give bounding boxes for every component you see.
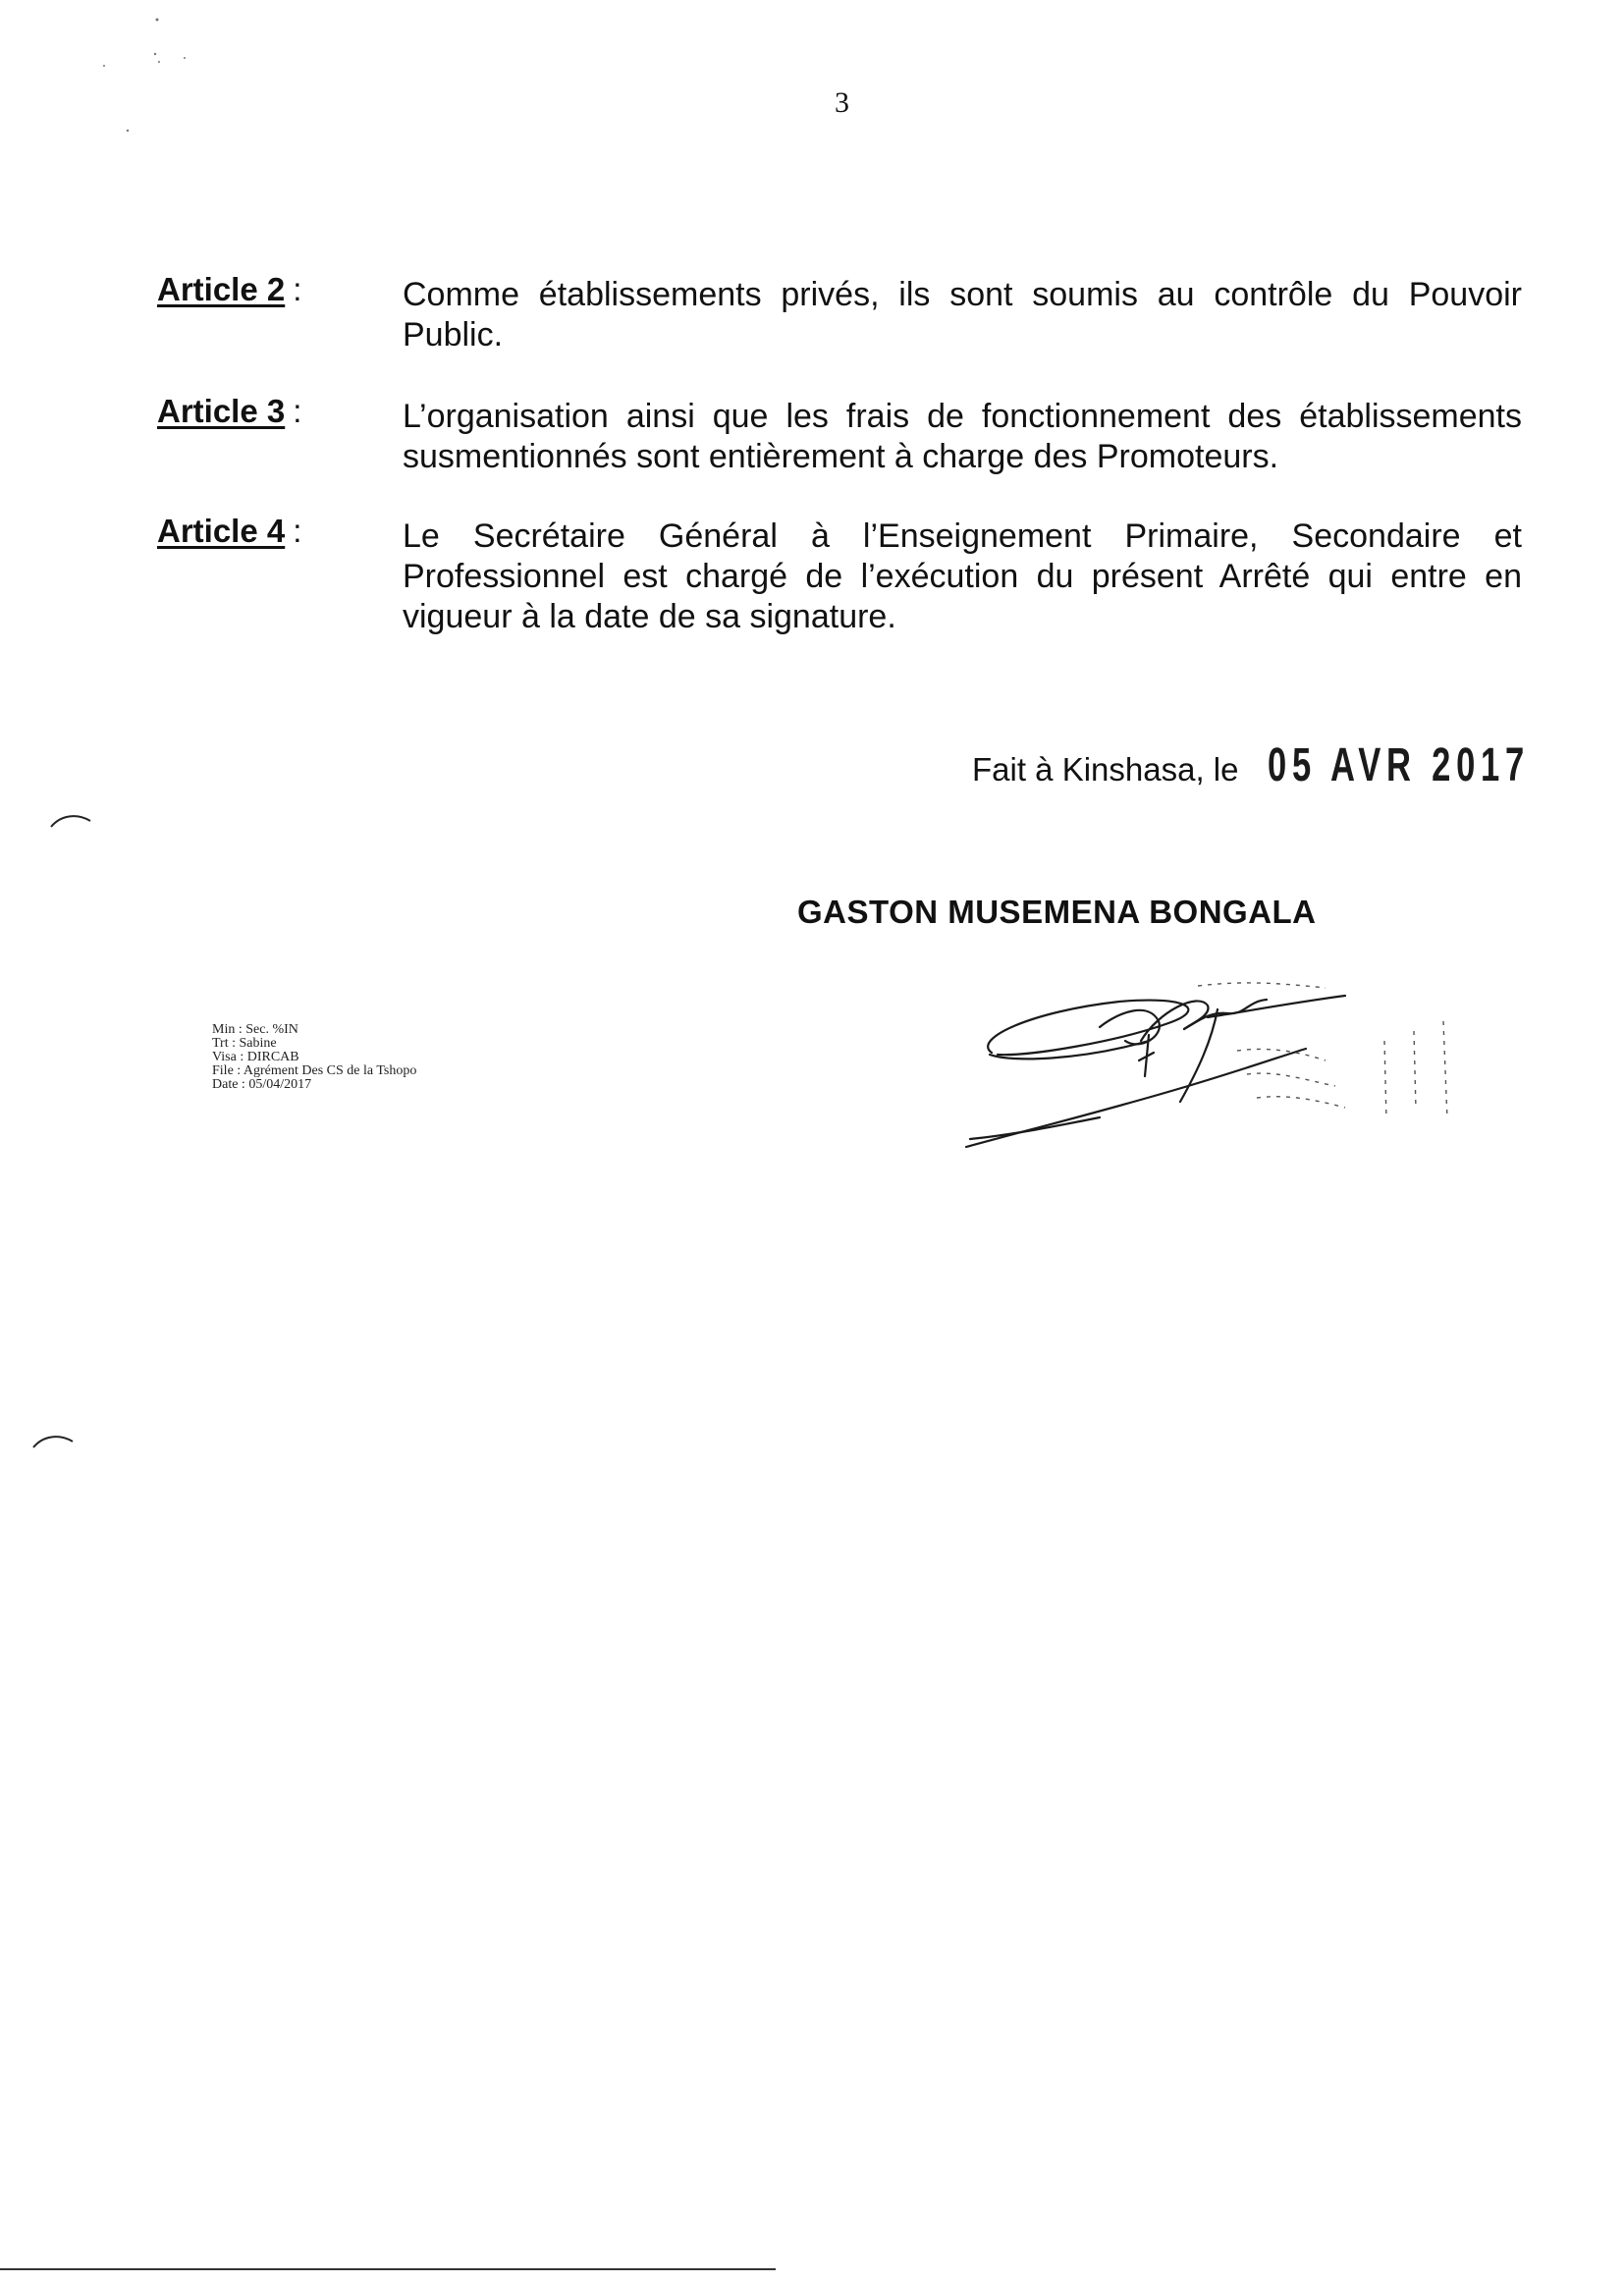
closing-place-text: Fait à Kinshasa, le [972,751,1239,788]
signatory-name: GASTON MUSEMENA BONGALA [797,894,1317,930]
article-3-text: L’organisation ainsi que les frais de fonctionnement des établissements susmentionnés sont entièrement à charge des Promoteurs. [403,398,1522,475]
closing-date-line [972,738,1624,792]
article-2-title: Article 2 [157,271,286,307]
article-2-text: Comme établissements privés, ils sont soumis au contrôle du Pouvoir Public. [403,276,1522,353]
date-stamp: 05 AVR 2017 [1267,739,1530,791]
hole-punch-mark-lower [29,1426,79,1455]
reference-line: Visa : DIRCAB [212,1050,299,1064]
article-3-colon: : [293,393,302,429]
article-4-colon: : [293,513,302,549]
reference-line: Date : 05/04/2017 [212,1077,312,1092]
article-3-title: Article 3 [157,393,286,429]
bottom-rule [0,2268,776,2270]
hole-punch-mark-upper [47,805,96,835]
article-4-title: Article 4 [157,513,286,549]
handwritten-signature [952,972,1463,1169]
scan-specks [98,15,216,142]
article-4-text: Le Secrétaire Général à l’Enseignement Primaire, Secondaire et Professionnel est chargé de l’exécution du présent Arrêté qui entre en vigueur à la date de sa signature. [403,517,1522,635]
article-2-label [157,271,301,308]
reference-line: Trt : Sabine [212,1036,277,1051]
article-3-label [157,393,301,430]
article-4-label [157,513,301,550]
reference-line: File : Agrément Des CS de la Tshopo [212,1063,417,1078]
reference-line: Min : Sec. %IN [212,1022,298,1037]
article-2-colon: : [293,271,302,307]
page-number: 3 [835,86,849,119]
reference-block [212,1023,416,1092]
